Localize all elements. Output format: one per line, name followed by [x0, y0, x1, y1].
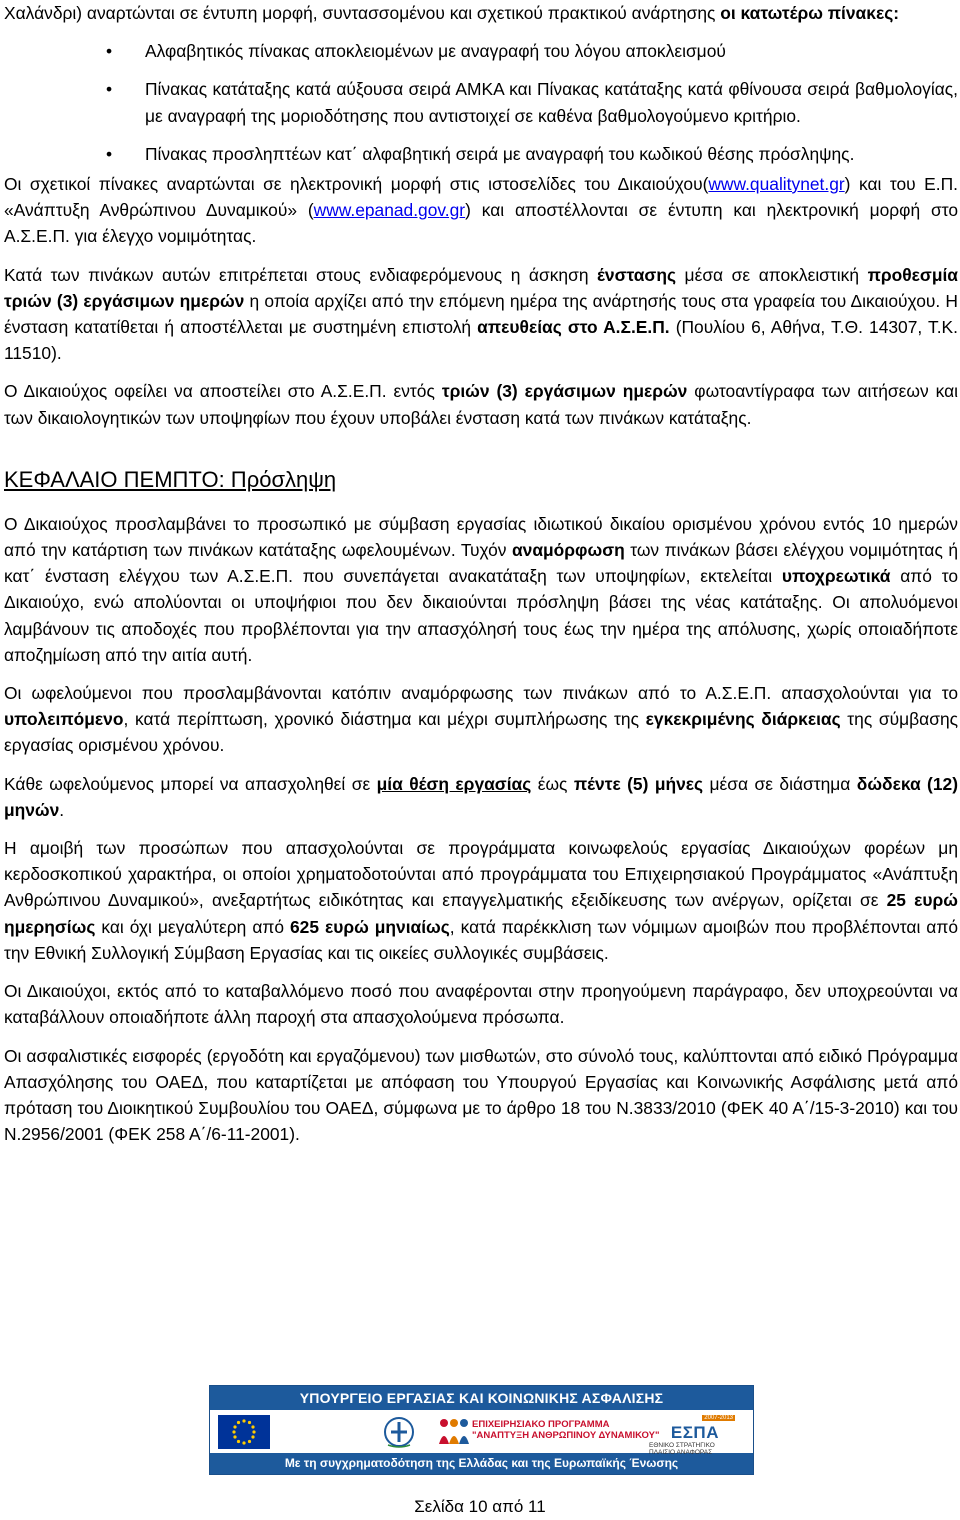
espa-logo — [649, 1413, 745, 1456]
intro-bold: οι κατωτέρω πίνακες: — [720, 3, 900, 23]
pay-text-1: Η αμοιβή των προσώπων που απασχολούνται σε προγράμματα κοινωφελούς εργασίας Δικαιούχων φορέων μη κερδοσκοπικού χαρακτήρα, οι οποίοι χρηματοδοτούνται από προγράμματα του Επιχειρησιακού Προγράμματος «Ανάπτυξη Ανθρώπινου Δυναμικού», ανεξαρτήτως ειδικότητας και επαγγελματικής εξειδίκευσης των ανέργων, ορίζεται σε — [4, 838, 958, 911]
no-other-benefits-paragraph: Οι Δικαιούχοι, εκτός από το καταβαλλόμενο ποσό που αναφέρονται στην προηγούμενη παράγραφο, δεν υποχρεούνται να καταβάλλουν οποιαδήποτε άλλη παροχή στα απασχολούμενα πρόσωπα. — [4, 981, 958, 1028]
web-posting-paragraph — [4, 171, 958, 250]
list-item: • Πίνακας προσληπτέων κατ΄ αλφαβητική σειρά με αναγραφή του κωδικού θέσης πρόσληψης. — [4, 141, 958, 167]
replace-bold-2: εγκεκριμένης διάρκειας — [645, 709, 841, 730]
web-text-1: Οι σχετικοί πίνακες αναρτώνται σε ηλεκτρονική μορφή στις ιστοσελίδες του Δικαιούχου( — [4, 174, 709, 195]
eu-flag-icon — [218, 1415, 270, 1449]
objection-bold-3: απευθείας στο Α.Σ.Ε.Π. — [477, 317, 670, 338]
replacement-paragraph — [4, 680, 958, 759]
greek-emblem-icon — [380, 1415, 418, 1449]
list-item: • Αλφαβητικός πίνακας αποκλειομένων με αναγραφή του λόγου αποκλεισμού — [4, 38, 958, 64]
chapter-heading: ΚΕΦΑΛΑΙΟ ΠΕΜΠΤΟ: Πρόσληψη — [4, 466, 337, 492]
logos-row — [210, 1410, 753, 1456]
replace-text-3: της σύμβασης εργασίας ορισμένου χρόνου. — [4, 709, 958, 756]
pay-text-3: , κατά παρέκκλιση των νόμιμων αμοιβών που προβλέπονται από την Εθνική Συλλογική Σύμβαση Εργασίας και τις οικείες συλλογικές συμβάσεις. — [4, 916, 958, 963]
one-job-text-4: . — [59, 799, 65, 820]
one-job-paragraph — [4, 771, 958, 823]
objection-bold-2: προθεσμία τριών (3) εργάσιμων ημερών — [4, 264, 958, 311]
intro-text: Χαλάνδρι) αναρτώνται σε έντυπη μορφή, συντασσομένου και σχετικού πρακτικού ανάρτησης — [4, 3, 716, 23]
web-text-2: ) και του Ε.Π. «Ανάπτυξη Ανθρώπινου Δυναμικού» ( — [4, 174, 958, 221]
one-job-bold-1: μία θέση εργασίας — [376, 773, 532, 794]
hiring-bold-2: υποχρεωτικά — [781, 566, 891, 587]
copies-paragraph — [4, 378, 958, 430]
intro-paragraph — [4, 0, 958, 26]
page-body — [4, 0, 958, 1147]
replace-text-1: Οι ωφελούμενοι που προσλαμβάνονται κατόπιν αναμόρφωσης των πινάκων από το Α.Σ.Ε.Π. απασχολούνται για το — [4, 683, 958, 704]
hiring-paragraph — [4, 511, 958, 668]
qualitynet-link[interactable]: www.qualitynet.gr — [708, 174, 845, 195]
espa-label: ΕΣΠΑ — [670, 1423, 719, 1442]
copies-text-1: Ο Δικαιούχος οφείλει να αποστείλει στο Α.Σ.Ε.Π. εντός — [4, 381, 442, 402]
one-job-bold-3: δώδεκα (12) μηνών — [4, 773, 958, 820]
objection-text-3: η οποία αρχίζει από την επόμενη ημέρα της ανάρτησής τους στα γραφεία του Δικαιούχου. Η ένσταση κατατίθεται ή αποστέλλεται με συστημένη επιστολή — [4, 290, 958, 338]
program-title: ΕΠΙΧΕΙΡΗΣΙΑΚΟ ΠΡΟΓΡΑΜΜΑ "ΑΝΑΠΤΥΞΗ ΑΝΘΡΩΠΙΝΟΥ ΔΥΝΑΜΙΚΟΥ" — [472, 1419, 660, 1441]
objection-text-4: (Πουλίου 6, Αθήνα, Τ.Θ. 14307, Τ.Κ. 11510). — [4, 317, 958, 364]
copies-text-2: φωτοαντίγραφα των αιτήσεων και των δικαιολογητικών των υποψηφίων που έχουν υποβάλει ένσταση κατά των πινάκων κατάταξης. — [4, 381, 959, 428]
one-job-text-1: Κάθε ωφελούμενος μπορεί να απασχοληθεί σε — [4, 773, 377, 794]
hiring-bold-1: αναμόρφωση — [511, 540, 625, 561]
funding-banner — [209, 1385, 754, 1475]
one-job-text-3: μέσα σε διάστημα — [703, 773, 857, 794]
pay-bold-2: 625 ευρώ μηνιαίως — [290, 916, 450, 937]
espa-years: 2007-2013 — [704, 1415, 733, 1421]
program-logo — [432, 1414, 660, 1450]
objection-paragraph — [4, 262, 958, 367]
web-text-3: ) και αποστέλλονται σε έντυπη και ηλεκτρονική μορφή στο Α.Σ.Ε.Π. για έλεγχο νομιμότητας. — [4, 200, 958, 247]
copies-bold-1: τριών (3) εργάσιμων ημερών — [441, 381, 688, 402]
epanad-link[interactable]: www.epanad.gov.gr — [313, 200, 466, 221]
cofunding-note: Με τη συγχρηματοδότηση της Ελλάδας και της Ευρωπαϊκής Ένωσης — [210, 1453, 753, 1474]
page-number: Σελίδα 10 από 11 — [414, 1497, 546, 1516]
replace-bold-1: υπολειπόμενο — [4, 709, 124, 730]
objection-text-1: Κατά των πινάκων αυτών επιτρέπεται στους ενδιαφερόμενους η άσκηση — [4, 264, 598, 285]
list-item: • Πίνακας κατάταξης κατά αύξουσα σειρά ΑΜΚΑ και Πίνακας κατάταξης κατά φθίνουσα σειρά βαθμολογίας, με αναγραφή της μοριοδότησης που αντιστοιχεί σε καθένα βαθμολογούμενο κριτήριο. — [4, 76, 958, 128]
pay-text-2: και όχι μεγαλύτερη από — [95, 916, 290, 937]
replace-text-2: , κατά περίπτωση, χρονικό διάστημα και μέχρι συμπλήρωσης της — [123, 709, 646, 730]
pay-bold-1: 25 ευρώ ημερησίως — [4, 890, 958, 937]
hiring-text-3: από το Δικαιούχο, ενώ απολύονται οι υποψήφιοι που δεν δικαιούνται πρόσληψη βάσει της νέας κατάταξης. Οι απολυόμενοι λαμβάνουν τις αποδοχές που προβλέπονται για την απασχόλησή τους έως την ημέρα της απόλυσης, χωρίς οποιαδήποτε αποζημίωση από την αιτία αυτή. — [4, 566, 959, 665]
insurance-paragraph: Οι ασφαλιστικές εισφορές (εργοδότη και εργαζόμενου) των μισθωτών, στο σύνολό τους, καλύπτονται από ειδικό Πρόγραμμα Απασχόλησης του ΟΑΕΔ, που καταρτίζεται με απόφαση του Υπουργού Εργασίας και Κοινωνικής Ασφάλισης μετά από πρόταση του Διοικητικού Συμβουλίου του ΟΑΕΔ, σύμφωνα με το άρθρο 18 του Ν.3833/2010 (ΦΕΚ 40 Α΄/15-3-2010) και του Ν.2956/2001 (ΦΕΚ 258 Α΄/6-11-2001). — [4, 1045, 958, 1145]
objection-bold-1: ένστασης — [597, 264, 676, 285]
pay-paragraph — [4, 835, 958, 966]
program-people-icon — [432, 1414, 472, 1450]
bullet-list — [4, 38, 958, 167]
hiring-text-1: Ο Δικαιούχος προσλαμβάνει το προσωπικό με σύμβαση εργασίας ιδιωτικού δικαίου ορισμένου χρόνου εντός 10 ημερών από την κατάρτιση των πινάκων κατάταξης ωφελουμένων. Τυχόν — [4, 513, 958, 561]
one-job-bold-2: πέντε (5) μήνες — [573, 773, 704, 794]
espa-subtitle: ΕΘΝΙΚΟ ΣΤΡΑΤΗΓΙΚΟ ΠΛΑΙΣΙΟ ΑΝΑΦΟΡΑΣ — [649, 1442, 715, 1456]
ministry-title: ΥΠΟΥΡΓΕΙΟ ΕΡΓΑΣΙΑΣ ΚΑΙ ΚΟΙΝΩΝΙΚΗΣ ΑΣΦΑΛΙΣΗΣ — [210, 1386, 753, 1410]
hiring-text-2: των πινάκων βάσει ελέγχου νομιμότητας ή κατ΄ ένσταση ελέγχου των Α.Σ.Ε.Π. που συνεπάγεται ανακατάταξη των υποψηφίων, εκτελείται — [4, 540, 958, 587]
objection-text-2: μέσα σε αποκλειστική — [676, 264, 868, 285]
one-job-text-2: έως — [531, 773, 574, 794]
